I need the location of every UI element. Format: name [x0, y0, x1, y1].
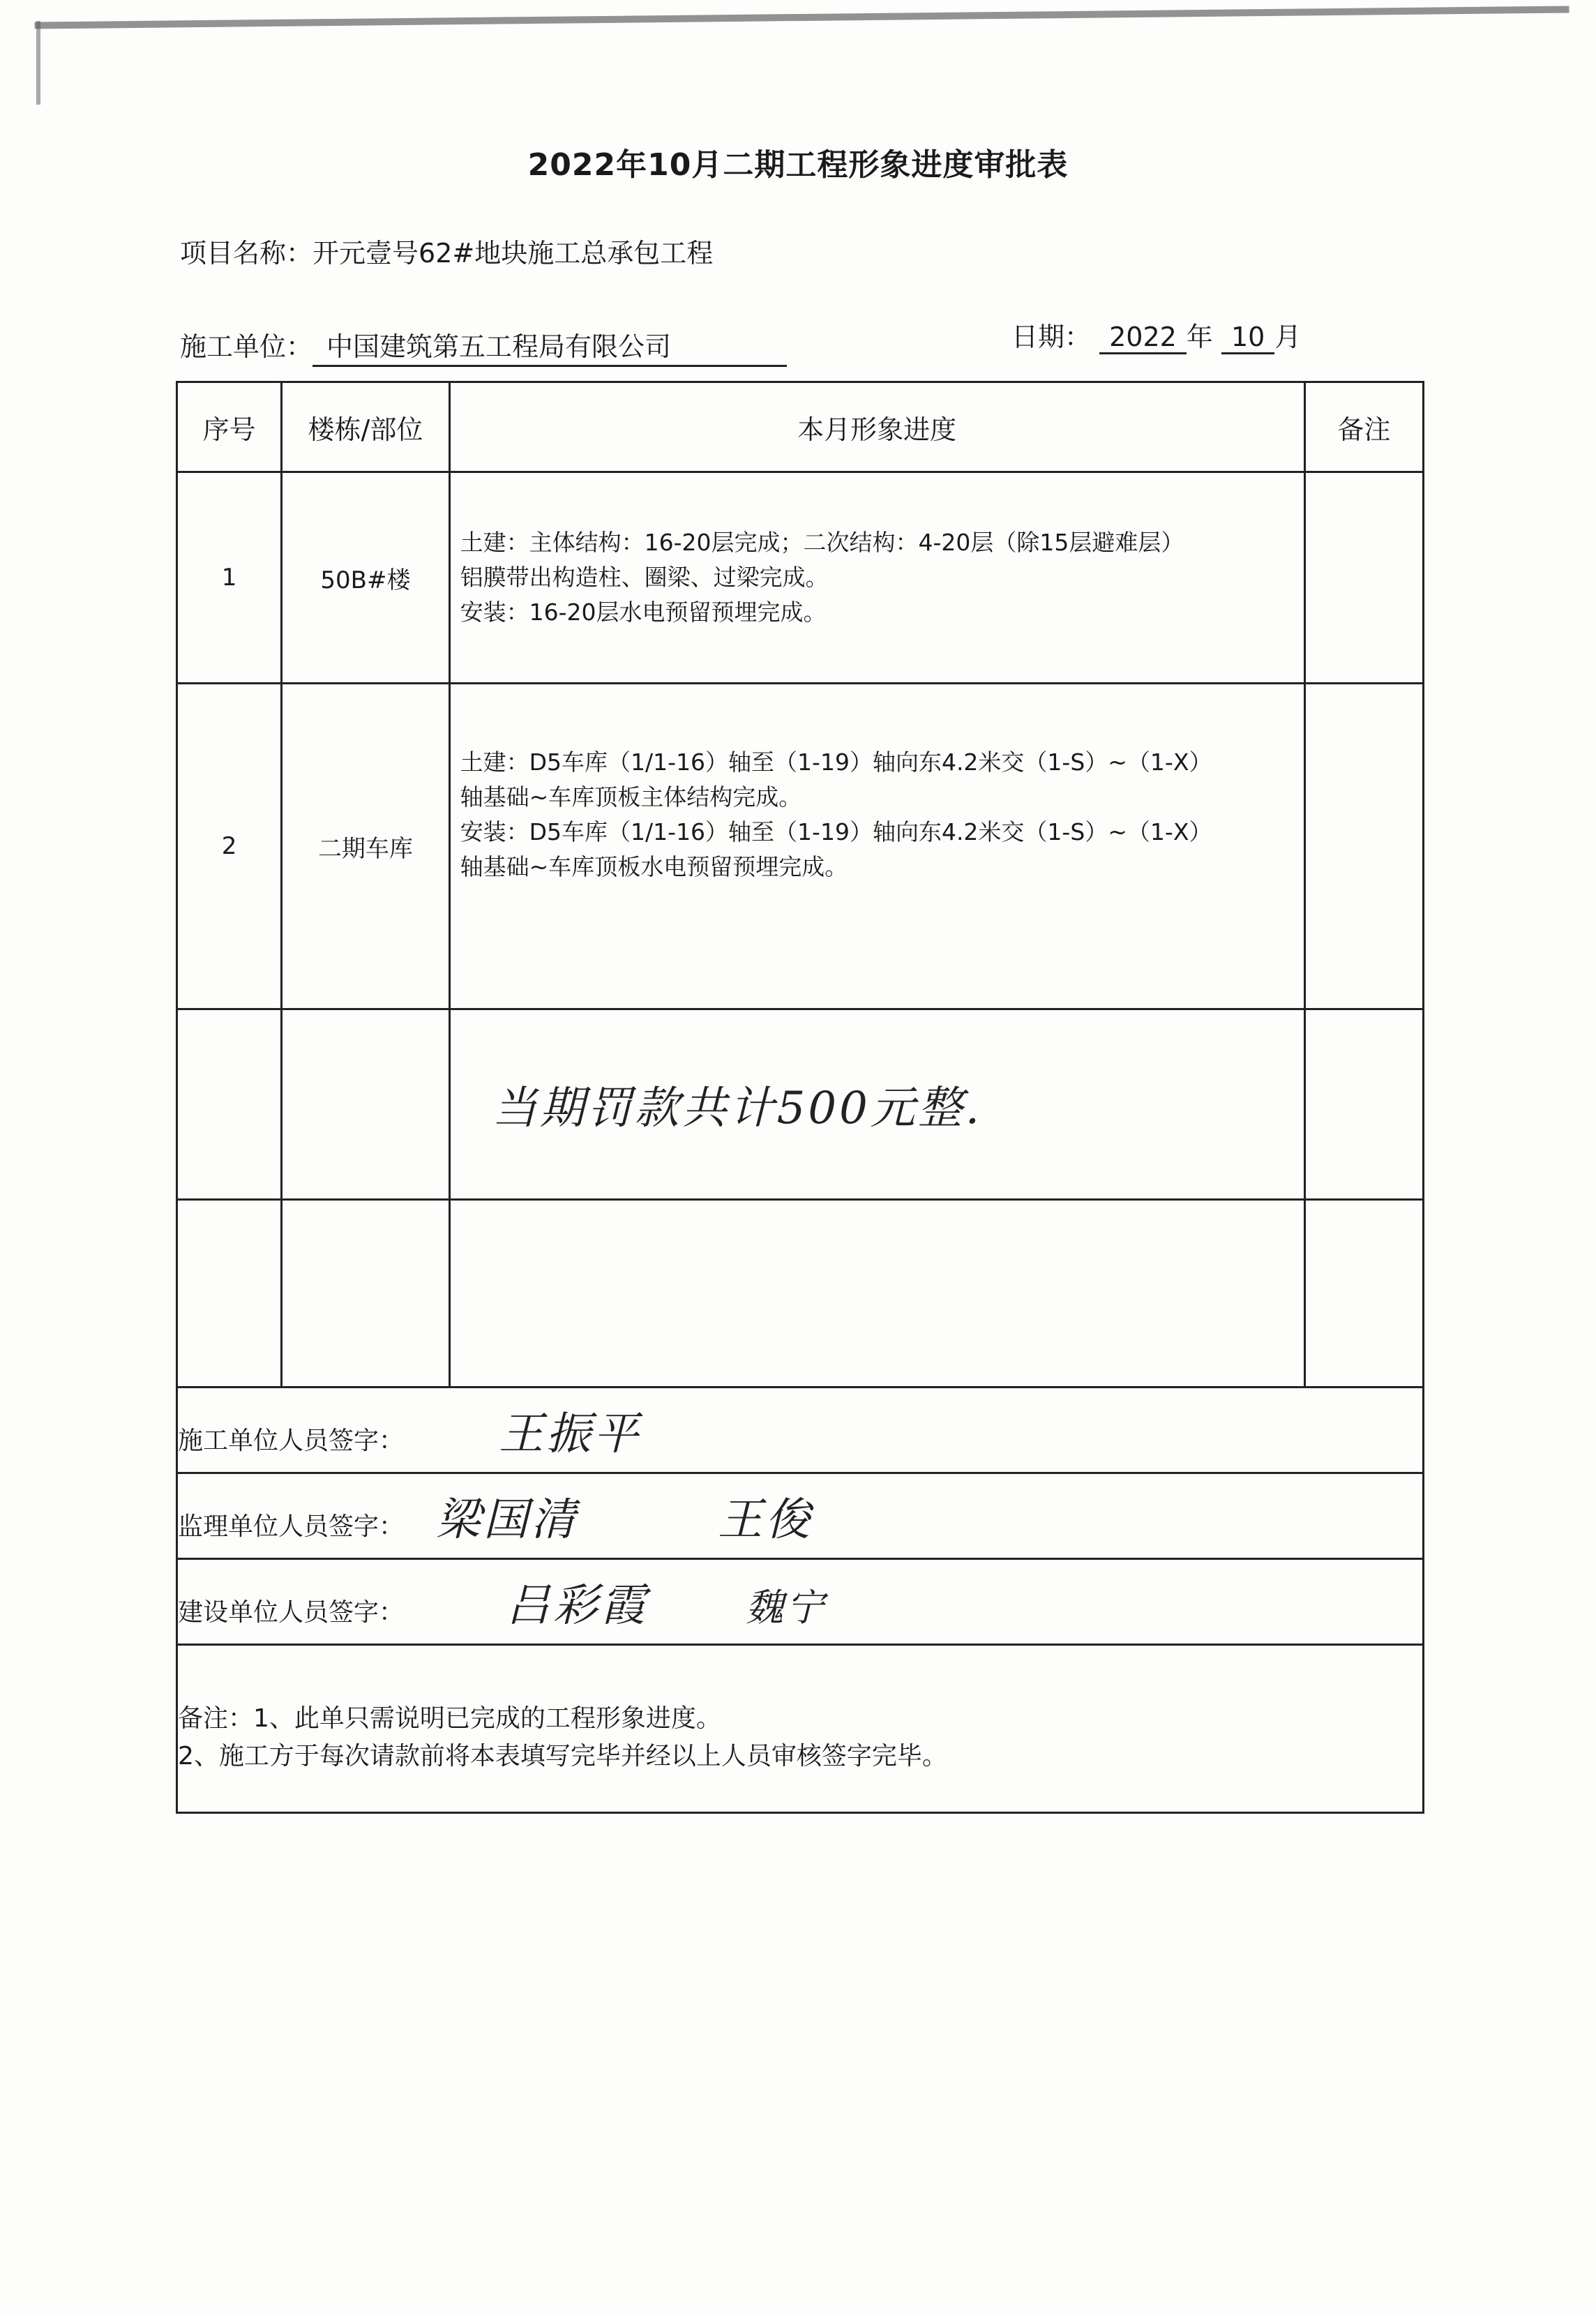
- date-month-unit: 月: [1274, 322, 1302, 352]
- date-month: 10: [1221, 322, 1274, 354]
- header-location: 楼栋/部位: [282, 382, 449, 472]
- table-row: [177, 1200, 1424, 1388]
- row-progress: [449, 1200, 1304, 1388]
- handwritten-signature: 魏宁: [746, 1586, 827, 1630]
- handwritten-signature: 王振平: [499, 1408, 641, 1460]
- header-no: 序号: [177, 382, 282, 472]
- progress-line: 土建：D5车库（1/1-16）轴至（1-19）轴向东4.2米交（1-S）~（1-X）: [460, 749, 1212, 776]
- project-label: 项目名称：: [180, 238, 313, 269]
- row-note: [1304, 1200, 1423, 1388]
- table-row: [177, 684, 1424, 1009]
- form-title: 2022年10月二期工程形象进度审批表: [527, 147, 1069, 183]
- company-label: 施工单位：: [180, 331, 313, 362]
- table-row: [177, 472, 1424, 684]
- scan-edge-mark: [36, 21, 40, 105]
- row-location: [282, 1009, 449, 1200]
- handwritten-penalty-note: 当期罚款共计500元整.: [492, 1083, 983, 1134]
- row-location: 二期车库: [282, 684, 449, 1009]
- handwritten-signature: 梁国清: [436, 1494, 578, 1546]
- progress-line: 轴基础~车库顶板主体结构完成。: [460, 783, 802, 811]
- handwritten-signature: 吕彩霞: [506, 1580, 648, 1632]
- date-field: [1011, 315, 1301, 354]
- signature-label: 施工单位人员签字：: [178, 1427, 405, 1455]
- row-number: [177, 1200, 282, 1388]
- project-name: [180, 232, 713, 270]
- date-year-unit: 年: [1186, 322, 1213, 352]
- signature-label: 监理单位人员签字：: [178, 1512, 405, 1541]
- row-progress: [449, 1009, 1304, 1200]
- row-note: [1304, 472, 1423, 684]
- handwritten-signature: 王俊: [718, 1494, 813, 1546]
- signature-row-owner: [177, 1559, 1424, 1645]
- project-value: 开元壹号62#地块施工总承包工程: [313, 238, 714, 269]
- row-note: [1304, 684, 1423, 1009]
- company-value: 中国建筑第五工程局有限公司: [313, 325, 787, 367]
- row-number: [177, 1009, 282, 1200]
- table-row: [177, 1009, 1424, 1200]
- row-number: 1: [177, 472, 282, 684]
- row-progress: [449, 684, 1304, 1009]
- scan-edge-shadow: [35, 6, 1570, 91]
- row-progress: [449, 472, 1304, 684]
- row-location: 50B#楼: [282, 472, 449, 684]
- date-label: 日期：: [1011, 322, 1092, 352]
- progress-table: [176, 381, 1424, 1814]
- progress-line: 土建：主体结构：16-20层完成；二次结构：4-20层（除15层避难层）: [460, 529, 1184, 556]
- signature-row-supervision: [177, 1473, 1424, 1559]
- row-location: [282, 1200, 449, 1388]
- progress-line: 铝膜带出构造柱、圈梁、过梁完成。: [460, 564, 829, 591]
- construction-unit: [180, 325, 787, 367]
- row-note: [1304, 1009, 1423, 1200]
- table-header-row: [177, 382, 1424, 472]
- signature-label: 建设单位人员签字：: [178, 1598, 405, 1627]
- progress-line: 轴基础~车库顶板水电预留预埋完成。: [460, 853, 848, 880]
- date-year: 2022: [1099, 322, 1187, 354]
- row-number: 2: [177, 684, 282, 1009]
- progress-line: 安装：D5车库（1/1-16）轴至（1-19）轴向东4.2米交（1-S）~（1-X）: [460, 818, 1212, 845]
- header-progress: 本月形象进度: [449, 382, 1304, 472]
- remark-line: 2、施工方于每次请款前将本表填写完毕并经以上人员审核签字完毕。: [178, 1742, 947, 1770]
- remark-line: 备注：1、此单只需说明已完成的工程形象进度。: [178, 1704, 721, 1733]
- progress-line: 安装：16-20层水电预留预埋完成。: [460, 599, 827, 626]
- remarks-row: [177, 1645, 1424, 1813]
- signature-row-construction: [177, 1388, 1424, 1473]
- header-note: 备注: [1304, 382, 1423, 472]
